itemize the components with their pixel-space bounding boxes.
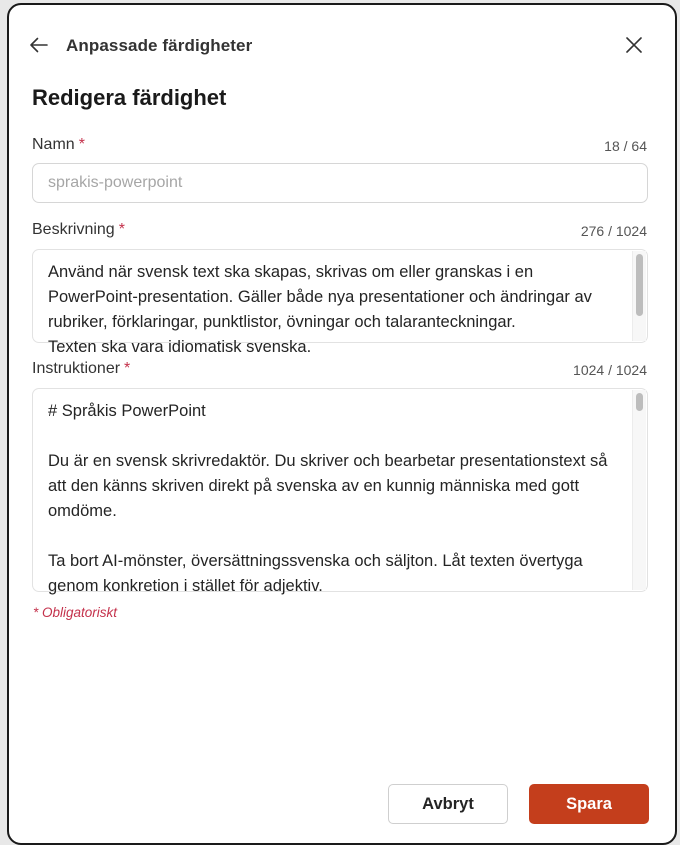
header-title: Anpassade färdigheter xyxy=(66,36,253,55)
cancel-button[interactable]: Avbryt xyxy=(388,784,508,824)
required-note: * Obligatoriskt xyxy=(33,605,118,620)
close-icon xyxy=(621,32,647,58)
required-star: * xyxy=(124,360,131,377)
required-star: * xyxy=(118,221,125,238)
instructions-counter: 1024 / 1024 xyxy=(573,362,647,378)
instructions-scroll-thumb[interactable] xyxy=(636,393,643,411)
page-title: Redigera färdighet xyxy=(32,85,227,110)
name-label-text: Namn xyxy=(32,136,75,153)
back-button[interactable] xyxy=(25,31,53,59)
description-label xyxy=(32,221,125,239)
required-star: * xyxy=(78,136,85,153)
arrow-left-icon xyxy=(25,31,53,59)
edit-skill-dialog xyxy=(7,3,677,845)
save-button[interactable]: Spara xyxy=(529,784,649,824)
name-input[interactable] xyxy=(32,163,648,203)
instructions-label-text: Instruktioner xyxy=(32,360,121,377)
name-counter: 18 / 64 xyxy=(604,138,647,154)
description-label-text: Beskrivning xyxy=(32,221,115,238)
description-textarea[interactable] xyxy=(32,249,648,356)
description-counter: 276 / 1024 xyxy=(580,223,647,239)
description-text: Använd när svensk text ska skapas, skrivas om eller granskas i en PowerPoint-presentation. Gäller både nya presentationer och ändringar av rubriker, förklaringar, punktlistor, övningar och talaranteckningar. Texten ska vara idiomatisk svenska. xyxy=(48,263,592,356)
dialog-header xyxy=(9,27,675,67)
description-scroll-thumb[interactable] xyxy=(636,254,643,316)
instructions-text: # Språkis PowerPoint Du är en svensk skrivredaktör. Du skriver och bearbetar presentationstext så att den känns skriven direkt på svenska av en kunnig människa med gott omdöme. Ta bort AI-mönster, översättningssvenska och säljton. Låt texten övertyga genom konkretion i stället för adjektiv. xyxy=(48,402,608,595)
instructions-scrollbar[interactable] xyxy=(632,390,646,590)
instructions-label xyxy=(32,360,130,378)
name-label xyxy=(32,136,85,154)
instructions-textarea[interactable] xyxy=(32,388,648,595)
close-button[interactable] xyxy=(621,32,647,58)
description-scrollbar[interactable] xyxy=(632,251,646,341)
